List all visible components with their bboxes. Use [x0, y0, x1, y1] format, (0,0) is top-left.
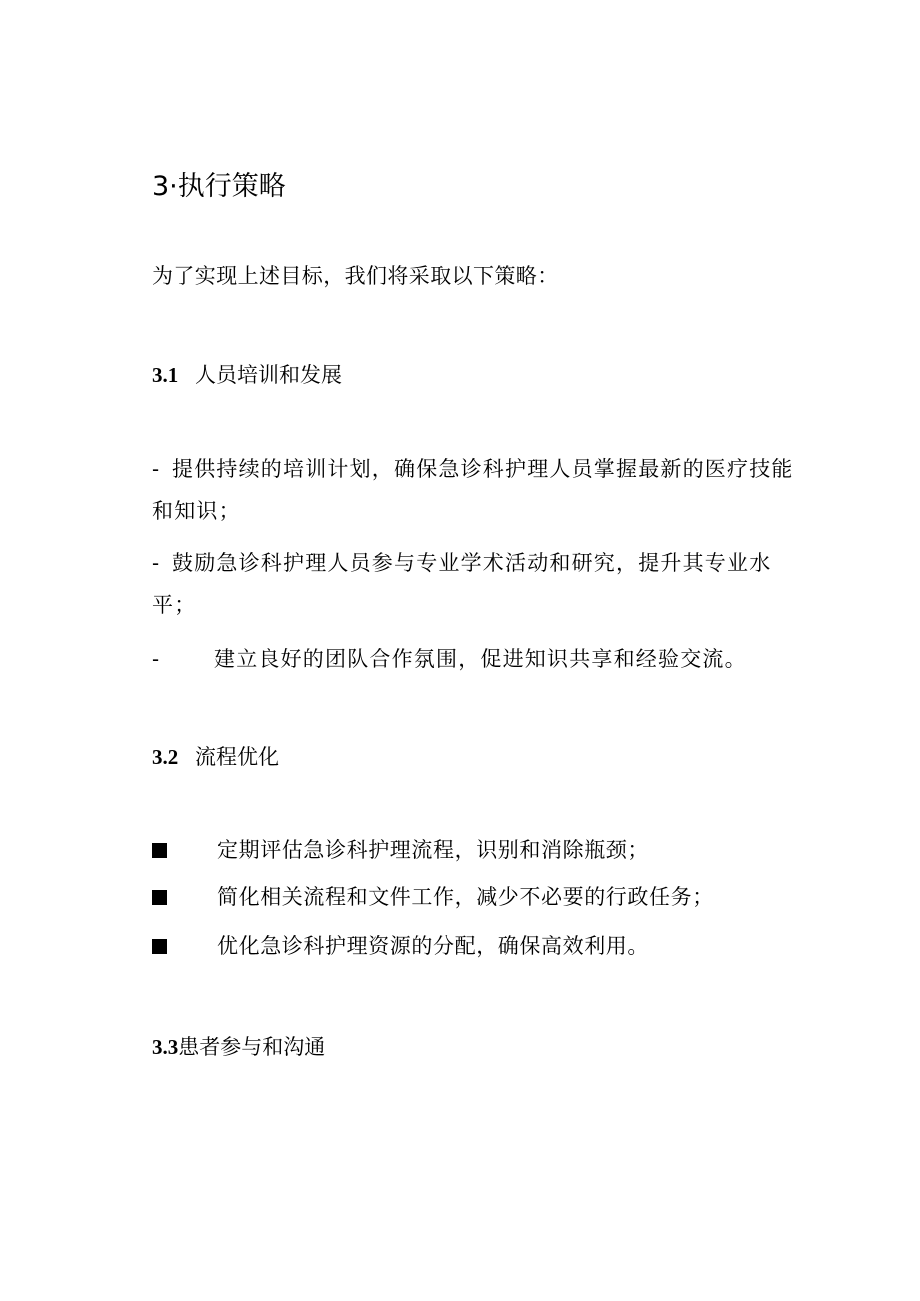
list-item-text: 鼓励急诊科护理人员参与专业学术活动和研究，提升其专业水平；: [152, 551, 772, 617]
square-bullet-icon: [152, 890, 167, 905]
dash-marker: -: [152, 647, 161, 671]
section-heading: 3·执行策略: [152, 171, 286, 202]
list-item-square-3: [152, 932, 649, 960]
list-item-dash-3: [152, 638, 802, 680]
list-item-text: 优化急诊科护理资源的分配，确保高效利用。: [217, 934, 649, 958]
square-bullet-icon: [152, 843, 167, 858]
subsection-number: 3.1: [152, 363, 179, 387]
intro-paragraph: 为了实现上述目标，我们将采取以下策略：: [152, 264, 559, 288]
list-item-text: 建立良好的团队合作氛围，促进知识共享和经验交流。: [214, 647, 747, 671]
subsection-title: 人员培训和发展: [195, 363, 342, 387]
list-item-square-1: [152, 836, 649, 864]
list-item-text: 定期评估急诊科护理流程，识别和消除瓶颈；: [217, 838, 649, 862]
dash-marker: -: [152, 551, 161, 575]
dash-marker: -: [152, 457, 161, 481]
list-item-dash-1: [152, 448, 802, 532]
square-bullet-icon: [152, 939, 167, 954]
subsection-title: 患者参与和沟通: [178, 1035, 326, 1059]
subsection-number: 3.2: [152, 745, 179, 769]
list-item-square-2: [152, 883, 714, 911]
subsection-heading-3-3: [152, 1033, 325, 1061]
list-item-text: 提供持续的培训计划，确保急诊科护理人员掌握最新的医疗技能和知识；: [152, 457, 794, 523]
subsection-number: 3.3: [152, 1035, 179, 1059]
list-item-dash-2: [152, 542, 802, 626]
subsection-title: 流程优化: [195, 745, 279, 769]
subsection-heading-3-2: [152, 743, 279, 771]
subsection-heading-3-1: [152, 361, 342, 389]
list-item-text: 简化相关流程和文件工作，减少不必要的行政任务；: [217, 885, 714, 909]
